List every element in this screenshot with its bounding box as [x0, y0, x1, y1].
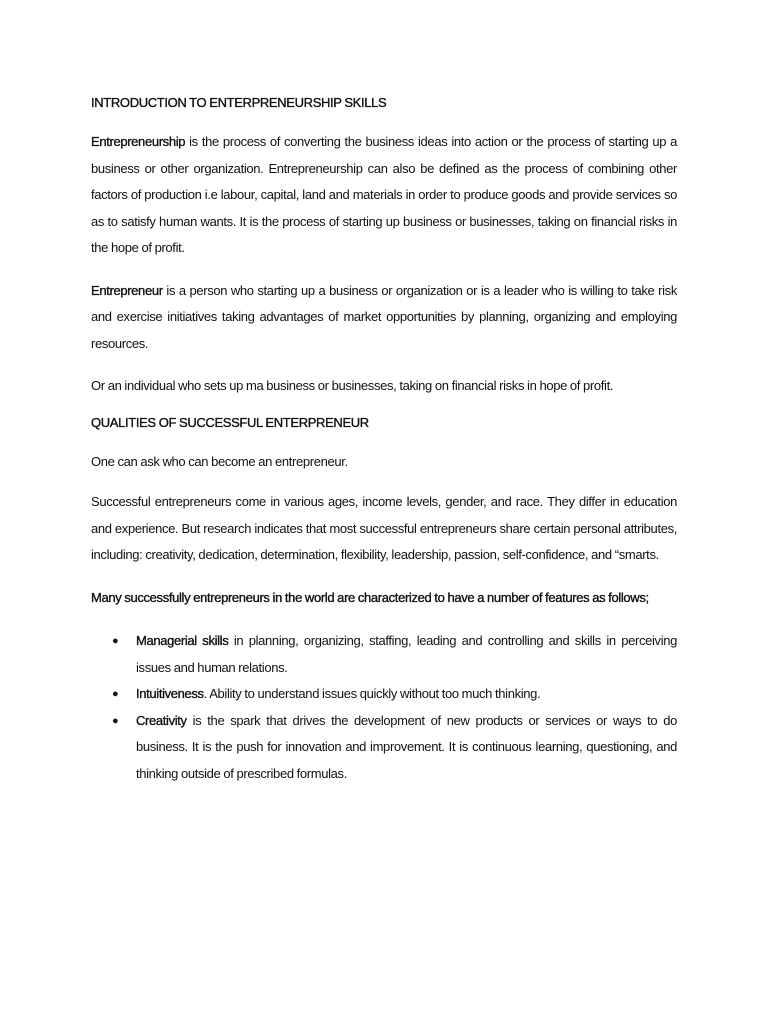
document-page [91, 94, 677, 787]
entrepreneurship-term: Entrepreneurship [91, 134, 186, 149]
feature-intuitiveness [91, 681, 677, 708]
bullet-icon: ● [112, 688, 119, 700]
entrepreneurship-definition [91, 129, 677, 262]
qualities-heading: QUALITIES OF SUCCESSFUL ENTERPRENEUR [91, 414, 369, 430]
feature-term: Managerial skills [136, 633, 229, 648]
feature-term: Creativity [136, 712, 187, 728]
feature-text: is the spark that drives the development of new products or services or ways to do business. It is the push for innovation and improvement. It is continuous learning, questioning, and thinking outside of prescribed formulas. [136, 712, 677, 781]
entrepreneurship-text: is the process of converting the business ideas into action or the process of starting up a business or other organization. Entrepreneurship can also be defined as the process of combining other factors of production i.e labour, capital, land and materials in order to produce goods and provide services so as to satisfy human wants. It is the process of starting up business or businesses, taking on financial risks in the hope of profit. [91, 134, 677, 255]
entrepreneur-definition [91, 278, 677, 358]
alternate-definition: Or an individual who sets up ma business or businesses, taking on financial risks in hope of profit. [91, 378, 614, 393]
entrepreneur-text: is a person who starting up a business or organization or is a leader who is willing to take risk and exercise initiatives taking advantages of market opportunities by planning, organizing and employing resources. [91, 282, 677, 351]
who-can-become-question: One can ask who can become an entrepreneur. [91, 453, 348, 469]
feature-managerial-skills [91, 628, 677, 681]
feature-term: Intuitiveness [136, 686, 204, 701]
document-title: INTRODUCTION TO ENTERPRENEURSHIP SKILLS [91, 95, 387, 110]
bullet-icon: ● [112, 714, 119, 727]
bullet-icon: ● [112, 635, 119, 647]
feature-text: . Ability to understand issues quickly without too much thinking. [203, 686, 541, 701]
features-list [91, 628, 677, 787]
feature-text: in planning, organizing, staffing, leading and controlling and skills in perceiving issues and human relations. [136, 633, 678, 675]
successful-entrepreneurs-paragraph: Successful entrepreneurs come in various ages, income levels, gender, and race. They differ in education and experience. But research indicates that most successful entrepreneurs share certain personal attributes, including: creativity, dedication, determination, flexibility, leadership, passion, self-confidence, and “smarts. [91, 494, 677, 562]
entrepreneur-term: Entrepreneur [91, 282, 163, 298]
feature-creativity [91, 708, 677, 788]
features-intro: Many successfully entrepreneurs in the world are characterized to have a number of features as follows; [91, 589, 649, 605]
